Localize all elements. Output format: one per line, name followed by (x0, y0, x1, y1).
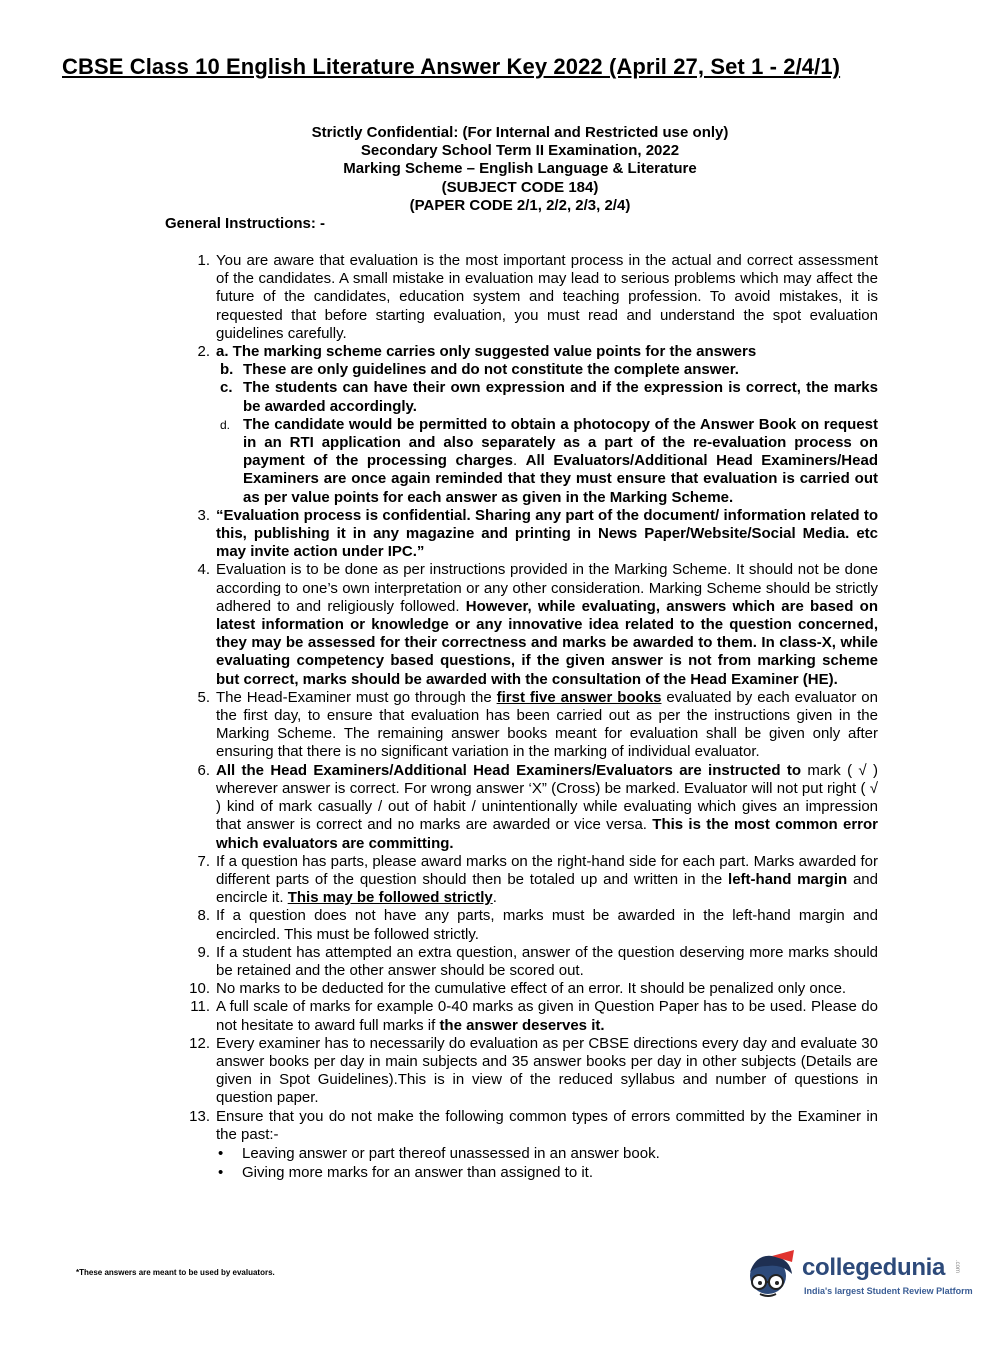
item-number: 1. (197, 252, 210, 269)
footnote: *These answers are meant to be used by evaluators. (76, 1268, 275, 1277)
item-number: 9. (197, 943, 210, 961)
item-number: 11. (190, 998, 210, 1016)
item-text-emphasis: This may be followed strictly (287, 889, 493, 907)
item-text: a. The marking scheme carries only suggested value points for the answers (216, 343, 757, 361)
item-text: If a question has parts, please award marks on the right-hand side for each part. Marks awarded for different parts of the question should then be totaled up and written in the (216, 852, 878, 888)
bullet-item (216, 1145, 878, 1163)
sub-item-text: . (512, 452, 526, 470)
instructions-list (189, 252, 879, 1182)
item-text-bold: However, while evaluating, answers which are based on latest information or knowledge or any innovative idea related to the question concerned, they may be assessed for their correctness and marks be awarded to them. In class-X, while evaluating competency based questions, if the given answer is not from marking scheme but correct, marks should be awarded with the consultation of the Head Examiner (HE). (216, 597, 878, 688)
item-text: “Evaluation process is confidential. Sharing any part of the document/ information related to this, publishing it in any magazine and printing in News Paper/Website/Social Media. etc may invite action under IPC.” (216, 506, 878, 561)
item-text: mark ( √ ) wherever answer is correct. For wrong answer ‘X” (Cross) be marked. Evaluator will not put right ( √ ) kind of mark casually / out of habit / unintentionally while evaluating which gives an impression that answer is correct and no marks are awarded or vice versa. (216, 761, 879, 834)
page-title: CBSE Class 10 English Literature Answer Key 2022 (April 27, Set 1 - 2/4/1) (62, 54, 841, 79)
instruction-item (197, 943, 878, 980)
sub-item-label: d. (220, 417, 231, 432)
exam-line: Secondary School Term II Examination, 2022 (360, 142, 680, 160)
item-text-bold: left-hand margin (728, 870, 848, 888)
item-text-bold: the answer deserves it. (439, 1016, 605, 1034)
sub-item-text: The students can have their own expression and if the expression is correct, the marks be awarded accordingly. (243, 379, 878, 415)
item-text-emphasis: first five answer books (496, 688, 662, 706)
item-text: Every examiner has to necessarily do evaluation as per CBSE directions every day and evaluate 30 answer books per day in main subjects and 35 answer books per day in other subjects (Details are given in Spot Guidelines).This is in view of the reduced syllabus and number of questions in question paper. (216, 1034, 878, 1107)
item-number: 10. (189, 980, 210, 998)
logo-tagline: India's largest Student Review Platform (804, 1286, 973, 1296)
instruction-item (189, 980, 878, 998)
item-text: You are aware that evaluation is the most important process in the actual and correct assessment of the candidates. A small mistake in evaluation may lead to serious problems which may affect the future of the candidates, education system and teaching profession. To avoid mistakes, it is requested that before starting evaluation, you must read and understand the spot evaluation guidelines carefully. (216, 252, 878, 342)
item-number: 8. (197, 907, 210, 925)
mascot-icon (742, 1248, 804, 1318)
item-text: Ensure that you do not make the following common types of errors committed by the Examiner in the past:- (216, 1107, 878, 1143)
instruction-item (197, 907, 878, 943)
scheme-line: Marking Scheme – English Language & Literature (343, 160, 697, 178)
item-text: . (492, 889, 497, 907)
instruction-item (197, 506, 878, 562)
instruction-item (197, 688, 878, 762)
instruction-item (189, 1034, 878, 1108)
item-text: A full scale of marks for example 0-40 marks as given in Question Paper has to be used. Please do not hesitate to award full marks if (216, 998, 878, 1034)
item-number: 3. (197, 506, 210, 524)
item-number: 6. (197, 761, 210, 779)
instruction-item (189, 1107, 878, 1183)
collegedunia-logo (742, 1248, 972, 1318)
general-instructions-heading: General Instructions: - (165, 215, 326, 232)
item-number: 12. (189, 1034, 210, 1052)
sub-item-text: The candidate would be permitted to obtain a photocopy of the Answer Book on request in an RTI application and also separately as a part of the re-evaluation process on payment of the processing charges (243, 415, 878, 470)
instruction-item (197, 761, 879, 853)
instruction-item (197, 343, 878, 507)
item-text: No marks to be deducted for the cumulative effect of an error. It should be penalized only once. (216, 980, 847, 998)
paper-code-line: (PAPER CODE 2/1, 2/2, 2/3, 2/4) (409, 196, 631, 214)
subject-code-line: (SUBJECT CODE 184) (441, 178, 599, 196)
instruction-item (197, 852, 878, 908)
sub-item-label: b. (220, 361, 234, 379)
item-text: If a student has attempted an extra question, answer of the question deserving more marks should be retained and the other answer should be scored out. (216, 943, 878, 979)
document-header (0, 124, 1002, 215)
item-text: If a question does not have any parts, marks must be awarded in the left-hand margin and encircled. This must be followed strictly. (216, 907, 878, 943)
confidential-line: Strictly Confidential: (For Internal and Restricted use only) (311, 124, 729, 141)
sub-item (216, 379, 878, 415)
sub-item (216, 361, 878, 379)
item-text: and encircle it. (216, 870, 878, 907)
item-number: 7. (197, 852, 210, 870)
item-text: The Head-Examiner must go through the (216, 688, 497, 706)
instruction-item (197, 252, 878, 343)
sub-item-text: All Evaluators/Additional Head Examiners/Head Examiners are once again reminded that they must ensure that evaluation is carried out as per value points for each answer as given in the Marking Scheme. (243, 452, 878, 506)
sub-item (216, 416, 878, 507)
bullet-text: Leaving answer or part thereof unassessed in an answer book. (242, 1144, 660, 1162)
item-text-bold: All the Head Examiners/Additional Head Examiners/Evaluators are instructed to (216, 761, 802, 779)
item-text-bold: This is the most common error which evaluators are committing. (216, 816, 878, 852)
item-number: 5. (197, 688, 210, 706)
logo-name: collegedunia (802, 1254, 946, 1281)
item-text: evaluated by each evaluator on the first day, to ensure that evaluation has been carried out as per the instructions given in the Marking Scheme. The remaining answer books meant for evaluation shall be given only after ensuring that there is no significant variation in the marking of individual evaluator. (216, 688, 878, 761)
bullet-icon: • (218, 1144, 224, 1162)
logo-com: .com (954, 1260, 960, 1274)
instruction-item (190, 998, 878, 1034)
bullet-item (216, 1164, 878, 1182)
bullet-icon: • (218, 1164, 224, 1182)
bullet-text: Giving more marks for an answer than assigned to it. (242, 1164, 593, 1182)
item-number: 13. (189, 1107, 210, 1125)
sub-item-label: c. (220, 379, 233, 397)
sub-item-text: These are only guidelines and do not constitute the complete answer. (243, 361, 739, 379)
item-text: Evaluation is to be done as per instructions provided in the Marking Scheme. It should not be done according to one’s own interpretation or any other consideration. Marking Scheme should be strictly adhered to and religiously followed. (216, 561, 878, 615)
item-number: 2. (197, 343, 210, 361)
instruction-item (197, 561, 878, 688)
item-number: 4. (197, 561, 210, 579)
